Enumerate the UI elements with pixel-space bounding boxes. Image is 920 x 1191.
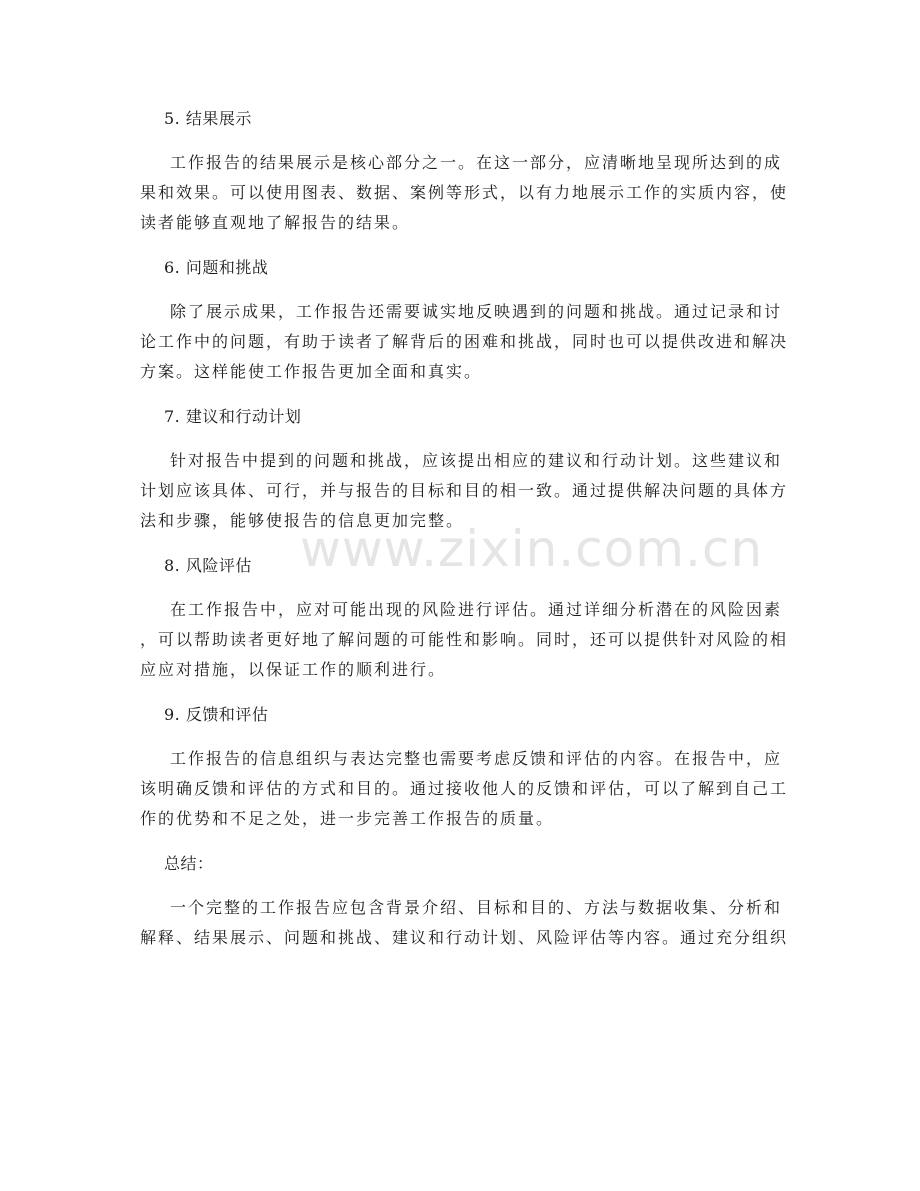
section-heading: 5. 结果展示 [164, 109, 252, 128]
paragraph-line: ，可以帮助读者更好地了解问题的可能性和影响。同时，还可以提供针对风险的相 [140, 630, 789, 649]
paragraph-line: 方案。这样能使工作报告更加全面和真实。 [140, 362, 483, 381]
paragraph-line: 应应对措施，以保证工作的顺利进行。 [140, 660, 447, 679]
document-body [140, 104, 789, 968]
section-heading: 9. 反馈和评估 [164, 705, 269, 724]
section-paragraph [140, 148, 789, 238]
section-paragraph [140, 446, 789, 536]
paragraph-line: 该明确反馈和评估的方式和目的。通过接收他人的反馈和评估，可以了解到自己工 [140, 779, 789, 798]
paragraph-line: 除了展示成果，工作报告还需要诚实地反映遇到的问题和挑战。通过记录和讨 [170, 302, 783, 321]
paragraph-line: 法和步骤，能够使报告的信息更加完整。 [140, 511, 465, 530]
section-heading: 8. 风险评估 [164, 556, 252, 575]
section-7 [140, 402, 789, 536]
paragraph-line: 解释、结果展示、问题和挑战、建议和行动计划、风险评估等内容。通过充分组织 [140, 928, 789, 947]
section-paragraph [140, 893, 789, 953]
paragraph-line: 一个完整的工作报告应包含背景介绍、目标和目的、方法与数据收集、分析和 [170, 898, 783, 917]
section-paragraph [140, 595, 789, 685]
section-8 [140, 551, 789, 685]
section-heading: 6. 问题和挑战 [164, 258, 269, 277]
paragraph-line: 针对报告中提到的问题和挑战，应该提出相应的建议和行动计划。这些建议和 [170, 451, 783, 470]
paragraph-line: 工作报告的信息组织与表达完整也需要考虑反馈和评估的内容。在报告中，应 [170, 749, 783, 768]
watermark: www.zixin.com.cn [300, 520, 764, 578]
section-heading: 总结： [164, 854, 214, 873]
section-heading: 7. 建议和行动计划 [164, 407, 302, 426]
section-5 [140, 104, 789, 238]
paragraph-line: 果和效果。可以使用图表、数据、案例等形式，以有力地展示工作的实质内容，使 [140, 183, 789, 202]
paragraph-line: 工作报告的结果展示是核心部分之一。在这一部分，应清晰地呈现所达到的成 [170, 153, 783, 172]
section-9 [140, 700, 789, 834]
paragraph-line: 读者能够直观地了解报告的结果。 [140, 213, 411, 232]
section-paragraph [140, 297, 789, 387]
section-summary [140, 849, 789, 953]
paragraph-line: 论工作中的问题，有助于读者了解背后的困难和挑战，同时也可以提供改进和解决 [140, 332, 789, 351]
paragraph-line: 计划应该具体、可行，并与报告的目标和目的相一致。通过提供解决问题的具体方 [140, 481, 789, 500]
section-paragraph [140, 744, 789, 834]
paragraph-line: 在工作报告中，应对可能出现的风险进行评估。通过详细分析潜在的风险因素 [170, 600, 783, 619]
paragraph-line: 作的优势和不足之处，进一步完善工作报告的质量。 [140, 809, 555, 828]
section-6 [140, 253, 789, 387]
